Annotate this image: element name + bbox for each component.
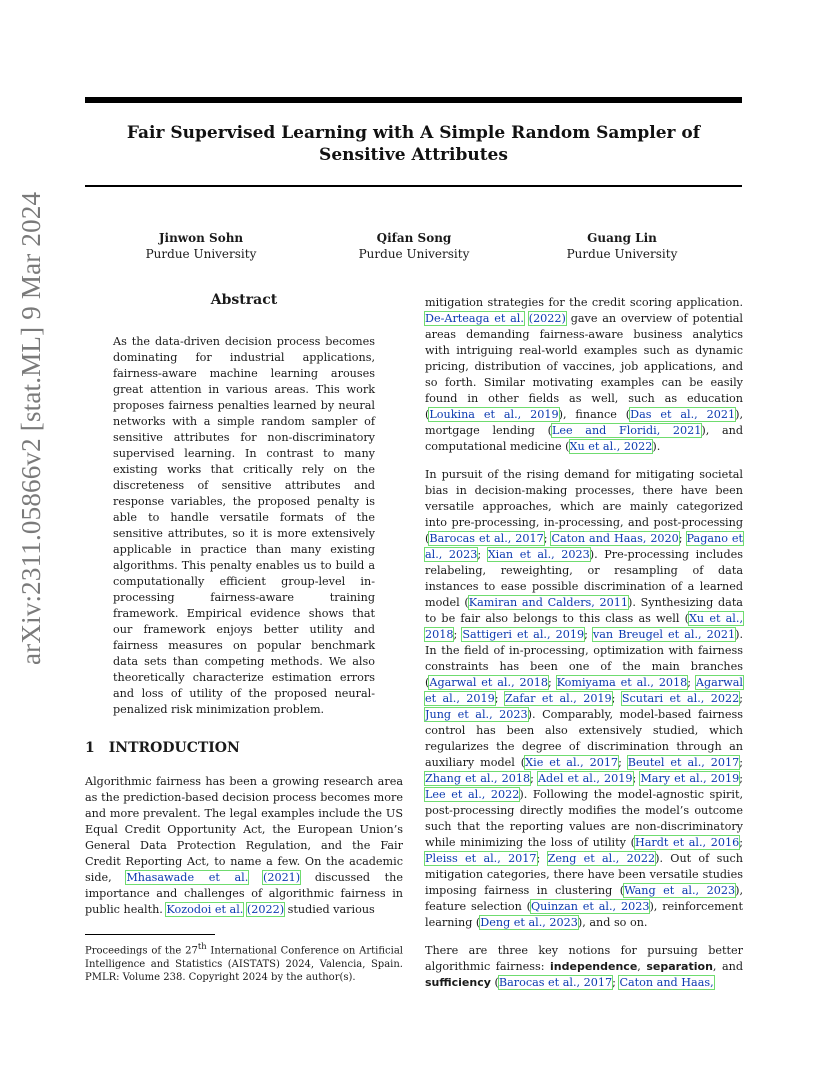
text-run: ), mortgage lending ( xyxy=(425,408,744,437)
abstract-heading: Abstract xyxy=(210,292,278,308)
text-run: There are three key notions for pursuing better algorithmic fairness: xyxy=(425,944,743,973)
citation-link[interactable]: Adel et al., 2019 xyxy=(537,772,633,785)
citation-link[interactable]: Caton and Haas, 2020 xyxy=(551,532,679,545)
text-run: ). In the field of in-processing, optimization with fairness constraints has been one of the main branches ( xyxy=(425,628,744,689)
author-affiliation: Purdue University xyxy=(145,247,257,261)
separator: ; xyxy=(678,532,687,545)
title-line-1: Fair Supervised Learning with A Simple Random Sampler of xyxy=(126,123,701,143)
footnote-text: International Conference on Artificial Intelligence and Statistics (AISTATS) 2024, Valencia, Spain. PMLR: Volume 238. Copyright 2024 by the author(s). xyxy=(85,945,403,984)
author-1 xyxy=(121,230,281,262)
separator: ; xyxy=(687,676,696,689)
citation-link[interactable]: Zafar et al., 2019 xyxy=(504,692,612,705)
separator: ; xyxy=(543,532,552,545)
text-run: ), and so on. xyxy=(577,916,648,929)
separator: ; xyxy=(453,628,463,641)
citation-link[interactable]: Barocas et al., 2017 xyxy=(429,532,544,545)
footnote-rule xyxy=(85,934,215,935)
citation-link[interactable]: Quinzan et al., 2023 xyxy=(531,900,650,913)
footnote-superscript: th xyxy=(197,941,207,951)
citation-link[interactable]: Komiyama et al., 2018 xyxy=(556,676,688,689)
citation-link[interactable]: Zhang et al., 2018 xyxy=(425,772,531,785)
separator: ; xyxy=(739,756,744,769)
separator: ; xyxy=(494,692,505,705)
citation-link[interactable]: De-Arteaga et al. xyxy=(425,312,524,325)
citation-link[interactable]: Xu et al., 2018 xyxy=(425,612,743,641)
separator: , and xyxy=(712,960,743,973)
abstract-text: As the data-driven decision process becomes dominating for industrial applications, fairness-aware machine learning arouses great attention in various areas. This work proposes fairness penalties learned by neural networks with a simple random sampler of sensitive attributes for non-discriminatory supervised learning. In contrast to many existing works that critically rely on the discreteness of sensitive attributes and response variables, the proposed penalty is able to handle versatile formats of the sensitive attributes, so it is more extensively applicable in practice than many existing algorithms. This penalty enables us to build a computationally efficient group-level in-processing fairness-aware training framework. Empirical evidence shows that our framework enjoys better utility and fairness measures on popular benchmark data sets than competing methods. We also theoretically characterize estimation errors and loss of utility of the proposed neural-penalized risk minimization problem. xyxy=(113,335,375,716)
author-affiliation: Purdue University xyxy=(566,247,678,261)
citation-link[interactable]: Zeng et al., 2022 xyxy=(547,852,656,865)
citation-link[interactable]: Lee and Floridi, 2021 xyxy=(551,424,702,437)
section-heading-introduction xyxy=(85,740,240,756)
text-run: discussed the importance and challenges of algorithmic fairness in public health. xyxy=(85,871,404,916)
citation-link[interactable]: Jung et al., 2023 xyxy=(425,708,528,721)
text-run: studied various xyxy=(284,903,375,916)
citation-link[interactable]: Mary et al., 2019 xyxy=(640,772,740,785)
text-run: ). Comparably, model-based fairness control has been also extensively studied, which regularizes the degree of discrimination through an auxiliary model ( xyxy=(425,708,743,769)
keyword-sufficiency: sufficiency xyxy=(425,976,491,989)
text-run: mitigation strategies for the credit scoring application. xyxy=(425,296,743,309)
author-3 xyxy=(542,230,702,262)
citation-link[interactable]: Barocas et al., 2017 xyxy=(498,976,613,989)
keyword-separation: separation xyxy=(646,960,713,973)
citation-link[interactable]: Pagano et al., 2023 xyxy=(425,532,744,561)
citation-link[interactable]: Hardt et al., 2016 xyxy=(634,836,740,849)
footnote-text: Proceedings of the 27 xyxy=(85,945,198,957)
separator: ; xyxy=(611,692,622,705)
citation-year-link[interactable]: (2022) xyxy=(528,312,566,325)
text-run: ). Synthesizing data to be fair also belongs to this class as well ( xyxy=(425,596,743,625)
citation-link[interactable]: Wang et al., 2023 xyxy=(624,884,736,897)
separator: ; xyxy=(618,756,628,769)
citation-link[interactable]: Agarwal et al., 2019 xyxy=(425,676,744,705)
citation-link[interactable]: Xie et al., 2017 xyxy=(525,756,619,769)
citation-link[interactable]: Beutel et al., 2017 xyxy=(627,756,740,769)
paper-title xyxy=(85,122,742,166)
citation-year-link[interactable]: (2022) xyxy=(246,903,285,916)
text-run: ). xyxy=(652,440,661,453)
keyword-independence: independence xyxy=(550,960,638,973)
text-run: gave an overview of potential areas demanding fairness-aware business analytics with intriguing real-world examples such as dynamic pricing, distribution of vaccines, job applications, and so forth. Similar motivating examples can be easily found in other fields as well, such as education ( xyxy=(425,312,744,421)
text-run: ). Following the model-agnostic spirit, post-processing directly modifies the model’s outcome such that the reporting values are non-discriminatory while minimizing the loss of utility ( xyxy=(425,788,744,849)
arxiv-stamp: arXiv:2311.05866v2 [stat.ML] 9 Mar 2024 xyxy=(16,191,46,665)
author-name: Jinwon Sohn xyxy=(158,231,244,245)
citation-year-link[interactable]: (2021) xyxy=(262,871,301,884)
citation-link[interactable]: Sattigeri et al., 2019 xyxy=(462,628,585,641)
citation-link[interactable]: Agarwal et al., 2018 xyxy=(429,676,548,689)
title-rule-bottom xyxy=(85,185,742,187)
section-title: INTRODUCTION xyxy=(108,740,240,756)
paragraph-motivation xyxy=(425,295,743,455)
separator: ; xyxy=(536,852,548,865)
citation-link[interactable]: Mhasawade et al. xyxy=(126,871,249,884)
separator: ; xyxy=(739,692,743,705)
footnote xyxy=(85,940,403,985)
text-run: ), feature selection ( xyxy=(425,884,743,913)
text-run: ). Out of such mitigation categories, there have been versatile studies imposing fairness in clustering ( xyxy=(425,852,743,897)
citation-link[interactable]: Xu et al., 2022 xyxy=(569,440,653,453)
section-number: 1 xyxy=(85,740,95,756)
separator: ; xyxy=(739,772,744,785)
text-run: Algorithmic fairness has been a growing research area as the prediction-based decision process becomes more and more prevalent. The legal examples include the US Equal Credit Opportunity Act, the European Union’s General Data Protection Regulation, and the Fair Credit Reporting Act, to name a few. On the academic side, xyxy=(85,775,403,884)
separator: ; xyxy=(584,628,593,641)
author-name: Qifan Song xyxy=(376,231,452,245)
citation-link[interactable]: Scutari et al., 2022 xyxy=(621,692,740,705)
text-run: ), reinforcement learning ( xyxy=(425,900,743,929)
citation-link[interactable]: Deng et al., 2023 xyxy=(480,916,578,929)
author-affiliation: Purdue University xyxy=(358,247,470,261)
right-column xyxy=(425,295,743,1003)
citation-link[interactable]: Caton and Haas, xyxy=(619,976,714,989)
separator: ; xyxy=(612,976,620,989)
citation-link[interactable]: Lee et al., 2022 xyxy=(425,788,520,801)
citation-link[interactable]: Xian et al., 2023 xyxy=(487,548,590,561)
text-run: ). Pre-processing includes relabeling, reweighting, or resampling of data instances to ease possible discrimination of a learned model ( xyxy=(425,548,743,609)
separator: ; xyxy=(530,772,538,785)
separator: ; xyxy=(632,772,641,785)
citation-link[interactable]: Das et al., 2021 xyxy=(630,408,736,421)
citation-link[interactable]: Loukina et al., 2019 xyxy=(429,408,559,421)
title-line-2: Sensitive Attributes xyxy=(319,145,508,165)
text-run: ), and computational medicine ( xyxy=(425,424,743,453)
separator: ; xyxy=(739,836,743,849)
title-rule-top xyxy=(85,97,742,103)
citation-link[interactable]: van Breugel et al., 2021 xyxy=(592,628,736,641)
text-run: ( xyxy=(490,976,499,989)
citation-link[interactable]: Kozodoi et al. xyxy=(166,903,244,916)
author-name: Guang Lin xyxy=(587,231,657,245)
separator: , xyxy=(637,960,647,973)
separator: ; xyxy=(477,548,488,561)
author-2 xyxy=(334,230,494,262)
paragraph-key-notions xyxy=(425,943,743,991)
text-run: In pursuit of the rising demand for mitigating societal bias in decision-making processes, there have been versatile approaches, which are mainly categorized into pre-processing, in-processing, and post-processing ( xyxy=(425,468,743,545)
citation-link[interactable]: Pleiss et al., 2017 xyxy=(425,852,537,865)
separator: ; xyxy=(547,676,557,689)
text-run: ), finance ( xyxy=(558,408,631,421)
citation-link[interactable]: Kamiran and Calders, 2011 xyxy=(468,596,629,609)
paragraph-approaches xyxy=(425,467,743,931)
intro-paragraph-left xyxy=(85,774,403,918)
